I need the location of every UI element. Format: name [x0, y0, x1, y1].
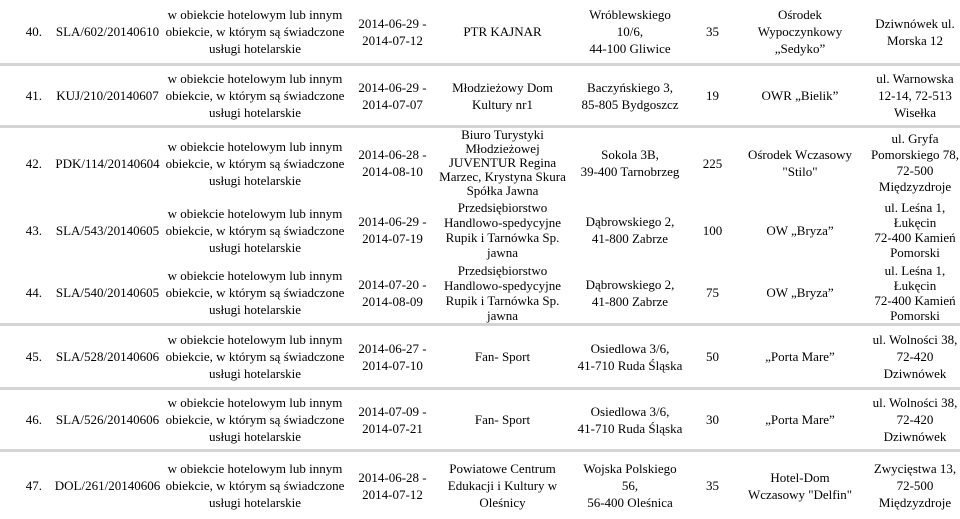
- venue-name: OW „Bryza”: [766, 285, 834, 300]
- organizer-name: Młodzieżowy Dom Kultury nr1: [452, 79, 553, 112]
- organizer-name: Fan- Sport: [474, 412, 531, 427]
- organizer-address: Baczyńskiego 3, 85-805 Bydgoszcz: [581, 79, 679, 112]
- participant-count: 30: [706, 412, 719, 427]
- row-number: 40.: [25, 24, 42, 39]
- date-range: 2014-06-27 - 2014-07-10: [358, 340, 427, 373]
- organizer-name: Powiatowe Centrum Edukacji i Kultury w Oleśnicy: [447, 461, 558, 510]
- row-number: 46.: [25, 412, 42, 427]
- date-range: 2014-06-28 - 2014-07-12: [358, 469, 427, 502]
- accommodation-type: w obiekcie hotelowym lub innym obiekcie, w którym są świadczone usługi hotelarskie: [165, 71, 345, 120]
- organizer-address: Osiedlowa 3/6, 41-710 Ruda Śląska: [577, 403, 683, 436]
- table-row: [0, 128, 960, 198]
- venue-address: ul. Leśna 1, Łukęcin 72-400 Kamień Pomorski: [874, 200, 956, 260]
- table-row: [0, 0, 960, 66]
- venue-name: OWR „Bielik”: [761, 88, 839, 103]
- organizer-address: Wojska Polskiego 56, 56-400 Oleśnica: [583, 461, 677, 510]
- accommodation-type: w obiekcie hotelowym lub innym obiekcie, w którym są świadczone usługi hotelarskie: [165, 461, 345, 510]
- participant-count: 75: [706, 285, 719, 300]
- participant-count: 50: [706, 349, 719, 364]
- table-row: [0, 326, 960, 390]
- registration-id: DOL/261/20140606: [54, 478, 161, 493]
- venue-address: ul. Warnowska 12-14, 72-513 Wisełka: [876, 71, 954, 120]
- venue-name: Ośrodek Wypoczynkowy „Sedyko”: [757, 7, 843, 56]
- row-number: 45.: [25, 349, 42, 364]
- table-row: [0, 390, 960, 452]
- organizer-address: Osiedlowa 3/6, 41-710 Ruda Śląska: [577, 340, 683, 373]
- table-row: [0, 66, 960, 128]
- registration-id: PDK/114/20140604: [55, 155, 160, 171]
- organizer-address: Dąbrowskiego 2, 41-800 Zabrze: [585, 214, 675, 246]
- venue-name: „Porta Mare”: [765, 349, 835, 364]
- date-range: 2014-06-29 - 2014-07-12: [358, 15, 427, 48]
- organizer-address: Sokola 3B, 39-400 Tarnobrzeg: [580, 147, 680, 179]
- participant-count: 100: [702, 222, 723, 238]
- accommodation-type: w obiekcie hotelowym lub innym obiekcie, w którym są świadczone usługi hotelarskie: [165, 205, 345, 255]
- venue-address: ul. Wolności 38, 72-420 Dziwnówek: [872, 332, 958, 381]
- row-number: 43.: [25, 222, 42, 238]
- organizer-name: Przedsiębiorstwo Handlowo-spedycyjne Rupik i Tarnówka Sp. jawna: [444, 262, 561, 323]
- participant-count: 19: [706, 88, 719, 103]
- venue-name: „Porta Mare”: [765, 412, 835, 427]
- accommodation-type: w obiekcie hotelowym lub innym obiekcie, w którym są świadczone usługi hotelarskie: [165, 7, 345, 56]
- registration-id: KUJ/210/20140607: [56, 88, 159, 103]
- organizer-name: Fan- Sport: [474, 349, 531, 364]
- registration-id: SLA/540/20140605: [55, 285, 160, 300]
- row-number: 47.: [25, 478, 42, 493]
- organizer-name: PTR KAJNAR: [463, 24, 542, 39]
- table-row: [0, 262, 960, 326]
- venue-address: ul. Gryfa Pomorskiego 78, 72-500 Międzyzdroje: [870, 131, 960, 194]
- accommodation-type: w obiekcie hotelowym lub innym obiekcie, w którym są świadczone usługi hotelarskie: [165, 268, 345, 317]
- accommodation-type: w obiekcie hotelowym lub innym obiekcie, w którym są świadczone usługi hotelarskie: [165, 332, 345, 381]
- organizer-name: Biuro Turystyki Młodzieżowej JUVENTUR Regina Marzec, Krystyna Skura Spółka Jawna: [439, 127, 566, 198]
- date-range: 2014-06-28 - 2014-08-10: [358, 147, 427, 179]
- venue-address: ul. Wolności 38, 72-420 Dziwnówek: [872, 395, 958, 444]
- date-range: 2014-06-29 - 2014-07-19: [358, 214, 427, 246]
- venue-name: Hotel-Dom Wczasowy "Delfin": [747, 469, 853, 502]
- date-range: 2014-06-29 - 2014-07-07: [358, 79, 427, 112]
- registration-id: SLA/602/20140610: [55, 24, 160, 39]
- venue-address: Zwycięstwa 13, 72-500 Międzyzdroje: [873, 461, 957, 510]
- date-range: 2014-07-20 - 2014-08-09: [358, 276, 427, 309]
- accommodation-type: w obiekcie hotelowym lub innym obiekcie, w którym są świadczone usługi hotelarskie: [165, 395, 345, 444]
- venue-address: ul. Leśna 1, Łukęcin 72-400 Kamień Pomorski: [874, 262, 956, 323]
- participant-count: 35: [706, 24, 719, 39]
- table-row: [0, 198, 960, 262]
- registration-id: SLA/528/20140606: [55, 349, 160, 364]
- venue-name: OW „Bryza”: [766, 222, 834, 238]
- organizer-address: Dąbrowskiego 2, 41-800 Zabrze: [585, 276, 675, 309]
- participant-count: 35: [706, 478, 719, 493]
- row-number: 44.: [25, 285, 42, 300]
- registration-id: SLA/543/20140605: [55, 222, 160, 238]
- row-number: 42.: [25, 155, 42, 171]
- row-number: 41.: [25, 88, 42, 103]
- accommodation-type: w obiekcie hotelowym lub innym obiekcie, w którym są świadczone usługi hotelarskie: [165, 138, 345, 188]
- table-row: [0, 452, 960, 519]
- date-range: 2014-07-09 - 2014-07-21: [358, 403, 427, 436]
- organizer-address: Wróblewskiego 10/6, 44-100 Gliwice: [589, 7, 671, 56]
- participant-count: 225: [702, 155, 723, 171]
- venue-name: Ośrodek Wczasowy "Stilo": [747, 147, 853, 179]
- registration-id: SLA/526/20140606: [55, 412, 160, 427]
- organizer-name: Przedsiębiorstwo Handlowo-spedycyjne Rupik i Tarnówka Sp. jawna: [444, 200, 561, 260]
- venue-address: Dziwnówek ul. Morska 12: [875, 15, 955, 48]
